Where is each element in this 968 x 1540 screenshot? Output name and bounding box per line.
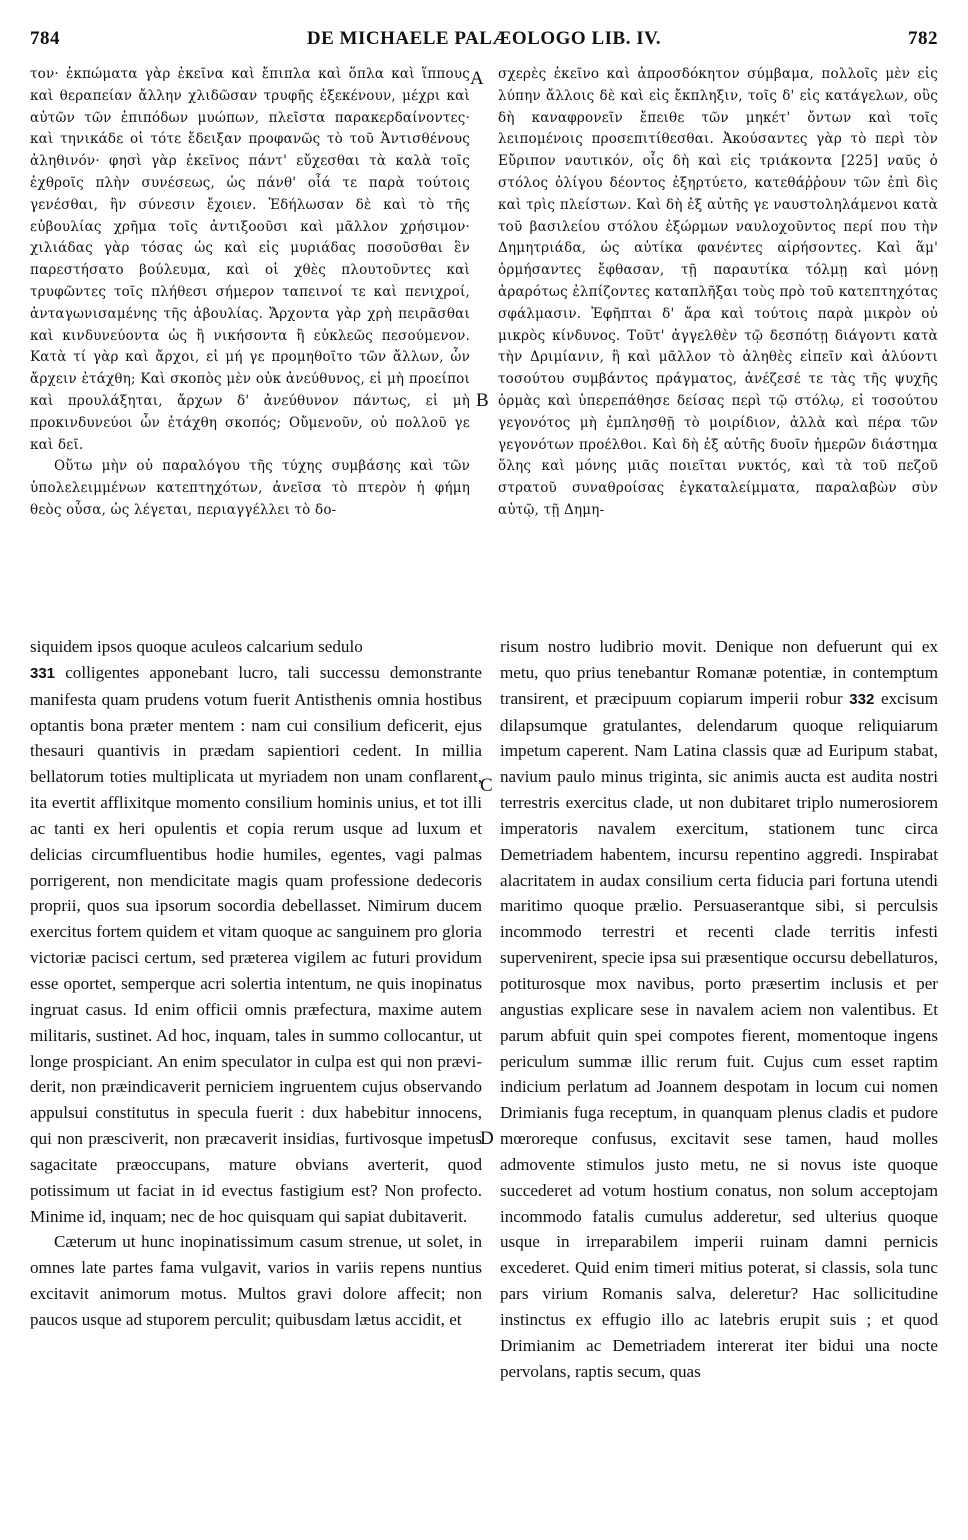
greek-paragraph: σχερὲς ἐκεῖνο καὶ ἀπροσδόκητον σύμβαμα, πολλοῖς μὲν εἰς λύπην ἄλλοις δὲ καὶ εἰς ἔκπληξιν, τοῖς δ' εἰς κατάγελων, οὓς δὴ καναφρονεῖν ἔπειθε τῶν μηκέτ' ὄντων καὶ τοῖς λειπομένοις προσεπιτίθεσθαι. Ἀκούσαντες γὰρ τὸ περὶ τὸν Εὔριπον ναυτικόν, οἷς δὴ καὶ εἰς τριάκοντα [225] ναῦς ὁ στόλος ὀλίγου δέοντος ἐξηρτύετο, κατεθάῤῥουν τῶν ἐπὶ δὶς καὶ τρὶς πλείστων. Καὶ δὴ ἐξ αὐτῆς γε ναυστοληλάμενοι κατὰ τοῦ βασιλείου στόλου ἐξώρμων ναυλοχοῦντος περί που τὴν Δημητριάδα, ὡς αὐτίκα φανέντες αἱρήσοντες. Καὶ ἅμ' ὁρμήσαντες ἔφθασαν, τῇ παραυτίκα τόλμῃ καὶ μόνῃ ἀραρότως ἐλπίζοντες καταπλῆξαι τοὺς πρὸ τοῦ κατεπτηχότας σφάλμασιν. Ἐφῆπται δ' ἄρα καὶ τούτοις παρὰ μικρὸν οὐ μικρὸς κίνδυνος. Τοῦτ' ἀγγελθὲν τῷ δεσπότῃ διάγοντι κατὰ τὴν Δριμίανιν, ἢ καὶ μᾶλλον τὸ ἀληθὲς εἰπεῖν καὶ ἀλύοντι τοσούτου συμβάντος πράγματος, ἀνέζεσέ τε τὰς τῆς ψυχῆς ὁρμὰς καὶ ὑπερεπάθησε δείσας περὶ τῷ στόλῳ, εἰ τοσούτου γεγονότος μὴ ἐμπλησθῇ τὸ μοιρίδιον, ἀλλὰ καὶ πέρα τῶν γεγονότων προέλθοι. Καὶ δὴ ἐξ αὐτῆς δυοῖν ἡμερῶν διάστημα ὅλης καὶ μόνης μιᾶς ποιεῖται νυκτός, καὶ τὰ τοῦ πεζοῦ στρατοῦ συναθροίσας ἐγκαταλείμματα, παραλαβὼν σὺν αὐτῷ, τῇ Δημη-	[498, 66, 938, 518]
latin-column-left	[30, 634, 482, 1333]
latin-paragraph: Cæterum ut hunc inopinatissimum casum strenue, ut solet, in omnes late partes fama vulgavit, varios in variis repens nuntius excitavit animorum motus. Multos gravi dolore affecit; non paucos usque ad stuporem perculit; quibusdam lætus accidit, et	[30, 1232, 482, 1329]
page-header	[30, 28, 938, 56]
greek-column-left	[30, 64, 470, 522]
running-title: DE MICHAELE PALÆOLOGO LIB. IV.	[306, 28, 662, 49]
margin-marker-d: D	[480, 1128, 494, 1149]
section-number: 332	[849, 690, 875, 708]
greek-column-right	[498, 64, 938, 522]
latin-text: excisum dilapsumque gratulantes, delendarum quoque reliquiarum impetum caperent. Nam Latina classis quæ ad Euripum stabat, navium paulo minus triginta, sic animis aucta est audita nostri terrestris exercitus clade, ut non dubitaret triplo numerosiorem imperatoris navalem exercitum, stationem tunc circa Demetriadem habentem, incursu repentino aggredi. Inspirabat alacritatem in audax consilium certa fiducia pari fortuna utendi maritimo quoque prælio. Persuaserantque sibi, si perculsis incommodo terrestri et recenti clade territis infesti supervenirent, specie ipsa sui præsentique occursu debellaturos, potiturosque mox navibus, porto præsertim inclusis et per angustias explicare sese in navalem aciem non valentibus. Et parum abfuit quin spei compotes fierent, momentoque ingens periculum summæ illic rerum fuit. Cujus cum esset raptim indicium perlatum ad Joannem despotam in locum cui nomen Drimianis fuga receptum, in quanquam plenus cladis et pudore mœroreque confusus, excitavit sese tamen, haud molles admovente stimulos justo metu, ne si novus iste quoque succederet ad votum hostium conatus, non solum acceptojam incommodo fatalis cumulus adderetur, sed ulterius quoque usque in irreparabilem imperii ruinam damni pernicis excederet. Quid enim timeri mitius poterat, si classis, sola tunc pars virium Romanis salva, deleretur? Hac sollicitudine instinctus ex effugio illo ac latebris erupit suis ; et quod Drimianim ac Demetriadem intererat iter bidui una nocte pervolans, raptis secum, quas	[500, 688, 939, 1381]
margin-marker-c: C	[480, 775, 493, 796]
latin-text: siquidem ipsos quoque aculeos calcarium sedulo	[30, 637, 363, 656]
margin-marker-b: B	[476, 390, 489, 411]
page-number-left: 784	[30, 28, 60, 49]
page-number-right: 782	[908, 28, 938, 49]
margin-marker-a: A	[470, 68, 484, 89]
greek-paragraph: Οὕτω μὴν οὐ παραλόγου τῆς τύχης συμβάσης καὶ τῶν ὑπολελειμμένων κατεπτηχότων, ἀνεῖσα τὸ πτερὸν ἡ φήμη θεὸς οὖσα, ὡς λέγεται, περιαγγέλλει τὸ δο-	[30, 458, 470, 518]
latin-paragraph	[30, 634, 482, 1229]
greek-paragraph: τον· ἐκπώματα γὰρ ἐκεῖνα καὶ ἔπιπλα καὶ ὅπλα καὶ ἵππους καὶ θεραπείαν ἄλλην χλιδῶσαν τρυφῆς ἐξεκένουν, μέχρι καὶ αὐτῶν τῶν ἐπιπόδων μυώπων, πλεῖστα παρακερδαίνοντες· καὶ τηνικάδε οἱ τότε ἔδειξαν προφανῶς τὸ τοῦ Ἀντισθένους ἀληθινόν· φησὶ γὰρ ἐκεῖνος πάντ' εὔχεσθαι τὰ καλὰ τοῖς ἐχθροῖς πλὴν συνέσεως, ὡς πάνθ' οἷά τε παρὰ τούτοις γενέσθαι, ἣν σύνεσιν ἔχοιεν. Ἐδήλωσαν δὲ καὶ τὸ τῆς εὐβουλίας χρῆμα τοῖς ἀντιξοοῦσι καὶ μᾶλλον χρήσιμον· χιλιάδας γὰρ τόσας ὡς καὶ εἰς μυριάδας ποσοῦσθαι ἓν παρεστήσατο βούλευμα, καὶ οἱ χθὲς πλουτοῦντες καὶ τρυφῶντες τοῖς πλήθεσι σήμερον ταπεινοί τε καὶ πενιχροί, ἀνταγωνισαμένης τῆς ἀβουλίας. Ἄρχοντα γὰρ χρὴ πειρᾶσθαι καὶ κινδυνεύοντα ὡς ἢ νικήσοντα ἢ εὐκλεῶς πεσούμενον. Κατὰ τί γὰρ καὶ ἄρχοι, εἰ μή γε προμηθοῖτο τῶν ἄλλων, ὧν ἄρχειν ἐτάχθη; Καὶ σκοπὸς μὲν οὐκ ἀνεύθυνος, εἰ μὴ προείποι καὶ προυλάξηται, ἄρχων δ' ἀνεύθυνον πάντως, εἰ μὴ προκινδυνεύοι ὧν ἐτάχθη σκοπός; Οὔμενοῦν, οὐ πολλοῦ γε καὶ δεῖ.	[30, 66, 470, 453]
latin-text: colligentes apponebant lucro, tali successu demonstrante manifesta quam prudens votum fuerit Antisthenis omnia hostibus optantis bona præter mentem : nam cui consilium deficerit, ejus thesauri quantivis in prædam sapientiori cedent. In millia bellatorum toties multiplicata ut myriadem non unam conflarent, ita evertit afflixitque momento consilium hominis unius, et tot illi ac tanti ex heri opulentis et copia rerum usque ad luxum et delicias circumfluentibus hodie humiles, egentes, vagi palmas porrigerent, non mendicitate magis quam professione dedecoris proprii, quos sua ipsorum socordia debellasset. Nimirum ducem exercitus fortem quidem et vitam quoque ac sanguinem pro gloria victoriæ pacisci certum, sed præterea vigilem ac futuri providum esse oportet, semperque acri solertia intentum, ne quis inopinatus ingruat casus. Id enim officii omnis præfectura, maxime autem militaris, sustinet. Ad hoc, inquam, tales in summo collocantur, ut longe prospiciant. An enim speculator in culpa est qui non prævi-derit, non præindicaverit perniciem ingruentem cujus observando appulsui constitutus in specula fuerit : dux habebitur innocens, qui non præsciverit, non præcaverit insidias, furtivosque impetus sagacitate præoccupans, mature obvians averterit, quod potissimum ut faciat in id evectus fastigium est? Non profecto. Minime id, inquam; nec de hoc quisquam qui sapiat dubitaverit.	[30, 662, 482, 1226]
latin-paragraph	[500, 634, 938, 1384]
latin-column-right	[500, 634, 938, 1384]
section-number: 331	[30, 664, 56, 682]
latin-text: risum nostro ludibrio movit. Denique non defuerunt qui ex metu, quo prius tenebantur Romanæ potentiæ, in contemptum transirent, et præcipuum copiarum imperii robur	[500, 637, 938, 708]
